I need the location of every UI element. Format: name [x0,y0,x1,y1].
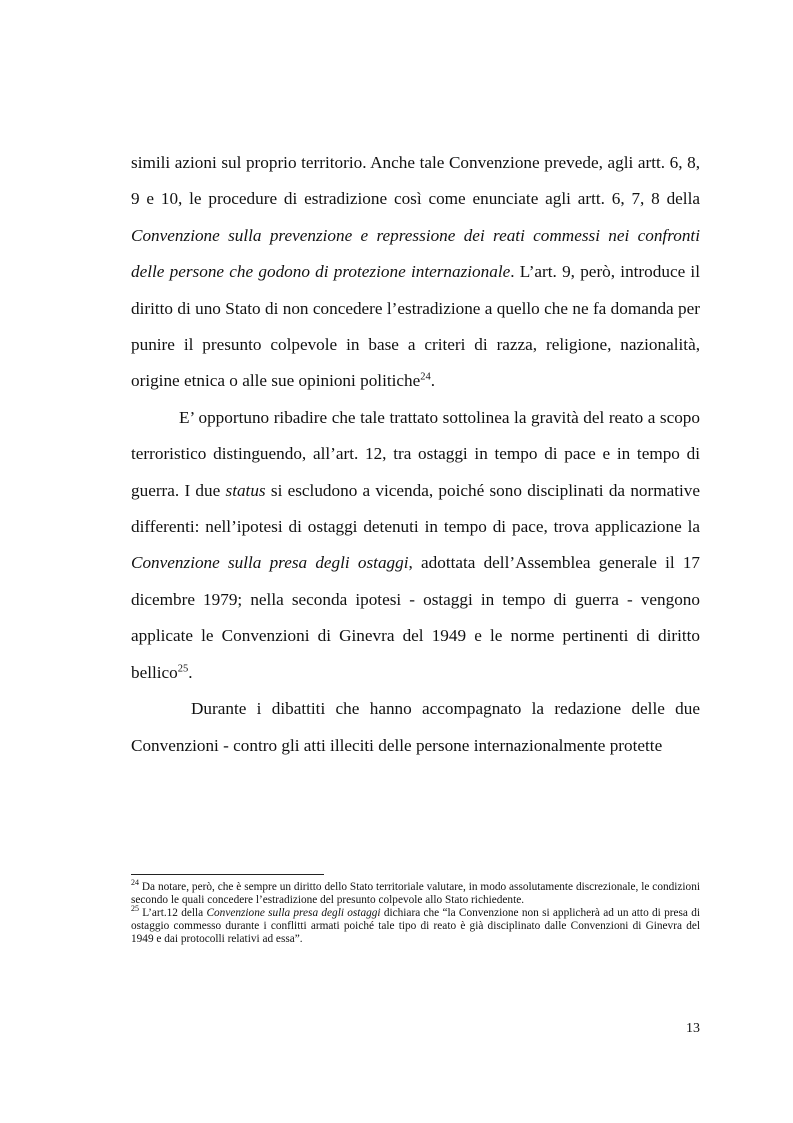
text-run: Durante i dibattiti che hanno accompagnato la redazione delle due Convenzioni - contro gli atti illeciti delle persone internazionalmente protette [131,699,700,755]
text-run: simili azioni sul proprio territorio. Anche tale Convenzione prevede, agli artt. 6, 8, 9 e 10, le procedure di estradizione così come enunciate agli artt. 6, 7, 8 della [131,153,700,209]
footnote [131,904,701,946]
paragraph [131,691,700,764]
footnotes [131,878,701,946]
footnote-reference: 24 [420,371,431,383]
paragraph [131,145,700,400]
paragraph [131,400,700,691]
footnote-number: 24 [131,878,139,888]
footnote-reference: 25 [177,662,189,674]
footnote [131,878,700,907]
text-run: , adottata dell’Assemblea generale il 17 dicembre 1979; nella seconda ipotesi - ostaggi in tempo di guerra - vengono applicate le Convenzioni di Ginevra del 1949 e le norme pertinenti di diritto bellico [131,553,701,682]
italic-text: Convenzione sulla presa degli ostaggi [131,553,409,573]
text-run: . L’art. 9, però, introduce il diritto di uno Stato di non concedere l’estradizione a quello che ne fa domanda per punire il presunto colpevole in base a criteri di razza, religione, nazionalità, origine etnica o alle sue opinioni politiche [131,262,700,391]
italic-text: Convenzione sulla prevenzione e repressione dei reati commessi nei confronti delle persone che godono di protezione internazionale [131,225,700,282]
italic-text: status [225,480,266,500]
text-run: dichiara che “la Convenzione non si applicherà ad un atto di presa di ostaggio commesso durante i conflitti armati poiché tale tipo di reato è già disciplinato dalle Convenzioni di Ginevra del 1949 e dai protocolli relativi ad essa”. [131,907,701,946]
text-run: . [430,371,436,391]
italic-text: Convenzione sulla presa degli ostaggi [206,907,381,920]
text-run: E’ opportuno ribadire che tale trattato sottolinea la gravità del reato a scopo terroristico distinguendo, all’art. 12, tra ostaggi in tempo di pace e in tempo di guerra. I due [131,407,700,500]
text-run: Da notare, però, che è sempre un diritto dello Stato territoriale valutare, in modo assolutamente discrezionale, le condizioni secondo le quali concedere l’estradizione del presunto colpevole allo Stato richiedente. [131,881,700,907]
text-run: si escludono a vicenda, poiché sono disciplinati da normative differenti: nell’ipotesi di ostaggi detenuti in tempo di pace, trova applicazione la [131,480,700,537]
text-run: L’art.12 della [139,907,207,920]
page-number: 13 [686,1021,700,1036]
body-text [131,145,700,764]
footnote-number: 25 [131,904,139,914]
text-run: . [188,662,193,682]
footnote-separator [131,874,324,875]
